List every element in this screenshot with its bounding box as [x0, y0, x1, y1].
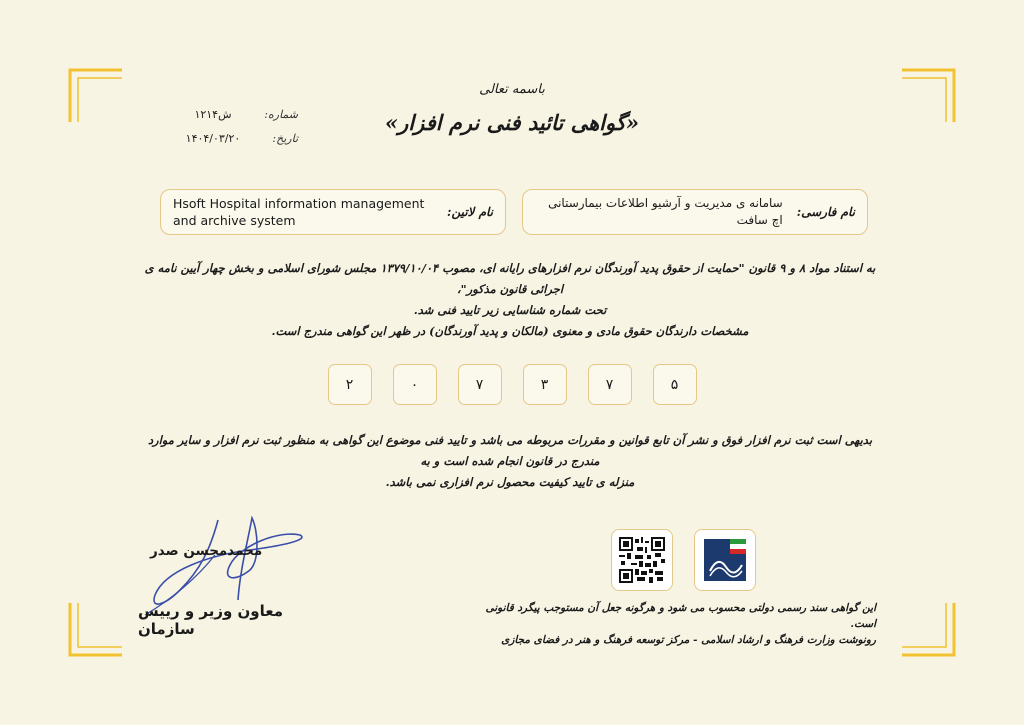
latin-name-field — [160, 189, 506, 235]
number-label: شماره: — [264, 107, 298, 121]
ministry-logo — [694, 529, 756, 591]
certificate-meta — [168, 102, 328, 150]
qr-code-icon — [619, 537, 665, 583]
footer-notice — [480, 600, 876, 648]
legal-basis-paragraph — [140, 258, 880, 342]
signatory-name: محمدمحسن صدر — [150, 543, 263, 559]
id-digit: ۷ — [458, 364, 502, 405]
corner-ornament-bottom-left — [66, 599, 126, 659]
number-row — [168, 102, 328, 126]
latin-name-label: نام لاتین: — [447, 205, 493, 219]
body-line-1: به استناد مواد ۸ و ۹ قانون "حمایت از حقوق پدید آورندگان نرم افزارهای رایانه ای، مصوب ۱۳۷۹/۱۰/۰۴ مجلس شورای اسلامی و بخش چهار آیین نامه ی اجرائی قانون مذکور"، — [144, 261, 876, 296]
date-label: تاریخ: — [272, 131, 298, 145]
persian-name-label: نام فارسی: — [796, 205, 855, 219]
body-line-2: تحت شماره شناسایی زیر تایید فنی شد. — [413, 303, 607, 317]
persian-name-value: سامانه ی مدیریت و آرشیو اطلاعات بیمارستانی اچ سافت — [548, 196, 783, 227]
id-digit: ۰ — [393, 364, 437, 405]
footer-line-2: رونوشت وزارت فرهنگ و ارشاد اسلامی - مرکز توسعه فرهنگ و هنر در فضای مجازی — [501, 634, 876, 646]
date-row — [168, 126, 328, 150]
number-value: ش۱۲۱۴ — [194, 107, 232, 121]
footer-line-1: این گواهی سند رسمی دولتی محسوب می شود و هرگونه جعل آن مستوجب پیگرد قانونی است. — [485, 602, 876, 630]
bismillah: باسمه تعالی — [479, 82, 545, 97]
signatory-title: معاون وزیر و رییس سازمان — [138, 602, 284, 638]
certificate-title: «گواهی تائید فنی نرم افزار» — [385, 110, 639, 135]
latin-name-value: Hsoft Hospital information management and archive system — [173, 196, 425, 228]
identification-number — [0, 364, 1024, 405]
id-digit: ۷ — [588, 364, 632, 405]
corner-ornament-bottom-right — [898, 599, 958, 659]
id-digit: ۳ — [523, 364, 567, 405]
ministry-emblem-icon — [700, 535, 750, 585]
qr-code[interactable] — [611, 529, 673, 591]
body-line-4: بدیهی است ثبت نرم افزار فوق و نشر آن تابع قوانین و مقررات مربوطه می باشد و تایید فنی موضوع این گواهی به منظور ثبت نرم افزار و سایر موارد مندرج در قانون انجام شده است و به — [147, 433, 873, 468]
body-line-5: منزله ی تایید کیفیت محصول نرم افزاری نمی باشد. — [385, 475, 635, 489]
date-value: ۱۴۰۴/۰۳/۲۰ — [185, 131, 241, 145]
id-digit: ۲ — [328, 364, 372, 405]
body-line-3: مشخصات دارندگان حقوق مادی و معنوی (مالکان و پدید آورندگان) در ظهر این گواهی مندرج است. — [271, 324, 749, 338]
persian-name-field — [522, 189, 868, 235]
id-digit: ۵ — [653, 364, 697, 405]
disclaimer-paragraph — [140, 430, 880, 493]
